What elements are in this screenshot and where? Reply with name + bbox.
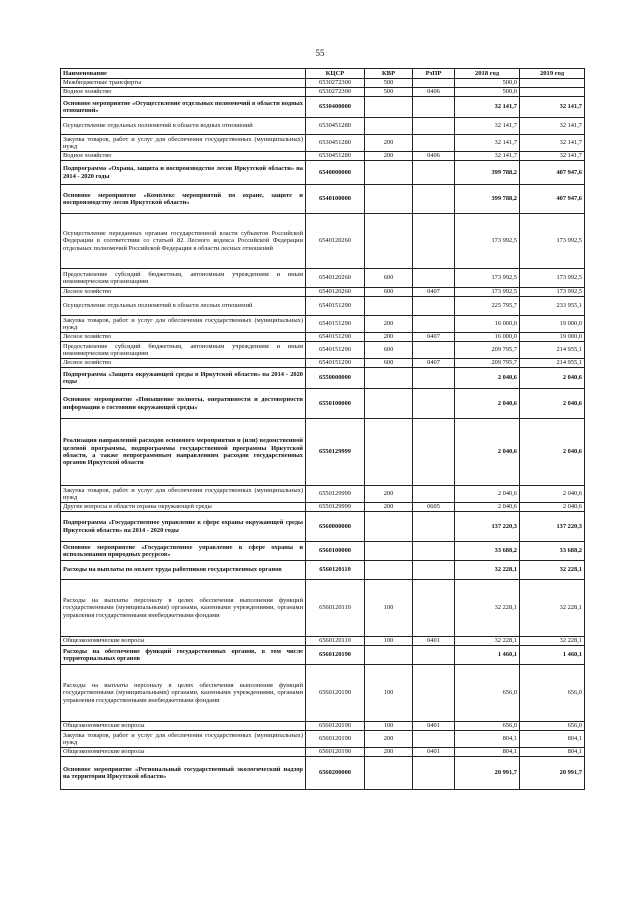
cell-2018: 16 000,0 [455,333,520,342]
cell-kcsr: 6540100000 [306,185,365,214]
cell-2019: 33 688,2 [520,542,585,561]
cell-2018: 399 788,2 [455,185,520,214]
cell-2019: 32 141,7 [520,135,585,152]
cell-kcsr: 6550129999 [306,486,365,503]
cell-name: Подпрограмма «Государственное управление в сфере охраны окружающей среды Иркутской области» на 2014 - 2020 годы [61,512,306,542]
cell-2019: 804,1 [520,748,585,757]
cell-kcsr: 6530272300 [306,79,365,88]
table-row [61,637,585,646]
cell-rzpr: 0401 [413,748,455,757]
cell-rzpr [413,214,455,269]
cell-2018: 32 228,1 [455,580,520,637]
cell-2019: 32 228,1 [520,637,585,646]
cell-2019 [520,88,585,97]
cell-name: Расходы на обеспечение функций государственных органов, в том числе территориальных органов [61,646,306,665]
cell-name: Закупка товаров, работ и услуг для обеспечения государственных (муниципальных) нужд [61,316,306,333]
table-row [61,97,585,118]
cell-2018: 656,0 [455,665,520,722]
cell-2018: 209 795,7 [455,342,520,359]
cell-kcsr: 6550129999 [306,419,365,486]
cell-name: Основное мероприятие «Повышение полноты, оперативности и достоверности информации о состоянии окружающей среды» [61,389,306,419]
cell-rzpr [413,297,455,316]
cell-kvr: 200 [365,316,413,333]
cell-2019: 656,0 [520,722,585,731]
cell-2018: 137 220,3 [455,512,520,542]
cell-name: Осуществление отдельных полномочий в области лесных отношений [61,297,306,316]
table-row [61,214,585,269]
cell-rzpr: 0605 [413,503,455,512]
cell-rzpr [413,185,455,214]
cell-rzpr: 0407 [413,288,455,297]
cell-2018: 500,0 [455,88,520,97]
table-row [61,646,585,665]
cell-2018: 32 228,1 [455,561,520,580]
cell-name: Другие вопросы в области охраны окружающей среды [61,503,306,512]
cell-2018: 209 795,7 [455,359,520,368]
cell-kvr [365,389,413,419]
cell-rzpr [413,542,455,561]
cell-2018: 173 992,5 [455,269,520,288]
cell-kcsr: 6560120110 [306,561,365,580]
cell-rzpr [413,135,455,152]
cell-kcsr: 6530451280 [306,135,365,152]
cell-kvr: 500 [365,88,413,97]
cell-kvr: 100 [365,665,413,722]
cell-kvr: 200 [365,748,413,757]
cell-kvr: 200 [365,333,413,342]
cell-kcsr: 6540151290 [306,342,365,359]
cell-name: Общеэкономические вопросы [61,748,306,757]
cell-rzpr [413,342,455,359]
cell-kcsr: 6540151290 [306,359,365,368]
cell-2018: 32 141,7 [455,97,520,118]
cell-kvr [365,161,413,185]
cell-kvr: 600 [365,342,413,359]
cell-kvr: 600 [365,269,413,288]
cell-name: Подпрограмма «Защита окружающей среды в Иркутской области» на 2014 - 2020 годы [61,368,306,389]
cell-2018: 32 141,7 [455,118,520,135]
cell-kvr [365,297,413,316]
cell-2019: 173 992,5 [520,214,585,269]
cell-rzpr: 0406 [413,88,455,97]
cell-name: Закупка товаров, работ и услуг для обеспечения государственных (муниципальных) нужд [61,135,306,152]
table-row [61,359,585,368]
cell-rzpr: 0401 [413,637,455,646]
cell-2018: 173 992,5 [455,288,520,297]
cell-name: Предоставление субсидий бюджетным, автономным учреждениям и иным некоммерческим организациям [61,342,306,359]
cell-2019: 214 955,1 [520,342,585,359]
cell-name: Основное мероприятие «Региональный государственный экологический надзор на территории Иркутской области» [61,757,306,790]
cell-kvr: 100 [365,580,413,637]
cell-name: Лесное хозяйство [61,288,306,297]
cell-2018: 33 688,2 [455,542,520,561]
cell-kcsr: 6540151290 [306,333,365,342]
cell-kcsr: 6550000000 [306,368,365,389]
cell-kvr: 200 [365,486,413,503]
cell-2018: 225 795,7 [455,297,520,316]
cell-2018: 2 040,6 [455,419,520,486]
cell-rzpr: 0407 [413,359,455,368]
table-row [61,419,585,486]
cell-2019: 2 040,6 [520,503,585,512]
cell-kcsr: 6560120190 [306,665,365,722]
header-kcsr: КЦСР [306,69,365,79]
table-row [61,748,585,757]
cell-kvr: 200 [365,152,413,161]
cell-2019: 137 220,3 [520,512,585,542]
cell-kcsr: 6560120190 [306,646,365,665]
cell-kcsr: 6560120190 [306,748,365,757]
cell-name: Осуществление переданных органам государственной власти субъектов Российской Федерации в соответствии со статьей 82 Лесного кодекса Российской Федерации отдельных полномочий Российской Федерации в области лесных отношений [61,214,306,269]
table-row [61,561,585,580]
cell-name: Основное мероприятие «Государственное управление в сфере охраны и использования природных ресурсов» [61,542,306,561]
table-row [61,731,585,748]
table-row [61,542,585,561]
table-row [61,342,585,359]
cell-2019: 32 141,7 [520,152,585,161]
cell-name: Общеэкономические вопросы [61,722,306,731]
cell-name: Расходы на выплаты персоналу в целях обеспечения выполнения функций государственными (муниципальными) органами, казенными учреждениями, органами управления государственными внебюджетными фондами [61,580,306,637]
cell-2018: 656,0 [455,722,520,731]
cell-kcsr: 6560120190 [306,731,365,748]
cell-kcsr: 6540151290 [306,316,365,333]
cell-2018: 173 992,5 [455,214,520,269]
cell-name: Закупка товаров, работ и услуг для обеспечения государственных (муниципальных) нужд [61,731,306,748]
cell-name: Водное хозяйство [61,88,306,97]
cell-rzpr: 0406 [413,152,455,161]
table-row [61,486,585,503]
cell-kvr: 500 [365,79,413,88]
cell-rzpr: 0407 [413,333,455,342]
header-2018: 2018 год [455,69,520,79]
cell-2019: 804,1 [520,731,585,748]
table-row [61,135,585,152]
cell-rzpr [413,486,455,503]
cell-kcsr: 6560120110 [306,580,365,637]
cell-name: Межбюджетные трансферты [61,79,306,88]
header-name: Наименование [61,69,306,79]
cell-2019: 2 040,6 [520,419,585,486]
cell-kcsr: 6540120260 [306,214,365,269]
cell-2018: 32 141,7 [455,152,520,161]
cell-2018: 2 040,6 [455,486,520,503]
cell-2018: 399 788,2 [455,161,520,185]
cell-2019: 19 000,0 [520,333,585,342]
cell-2019: 32 141,7 [520,118,585,135]
table-row [61,161,585,185]
cell-2018: 804,1 [455,731,520,748]
table-row [61,118,585,135]
cell-kvr [365,542,413,561]
cell-name: Основное мероприятие «Осуществление отдельных полномочий в области водных отношений» [61,97,306,118]
budget-table [60,68,585,790]
cell-name: Основное мероприятие «Комплекс мероприятий по охране, защите и воспроизводству лесов Иркутской области» [61,185,306,214]
cell-rzpr [413,79,455,88]
cell-rzpr [413,757,455,790]
cell-kcsr: 6560120190 [306,722,365,731]
cell-2019: 214 955,1 [520,359,585,368]
cell-2019: 656,0 [520,665,585,722]
header-kvr: КВР [365,69,413,79]
cell-2018: 500,0 [455,79,520,88]
cell-kcsr: 6540120260 [306,288,365,297]
table-row [61,503,585,512]
cell-name: Реализация направлений расходов основного мероприятия и (или) ведомственной целевой программы, подпрограммы государственной программы Иркутской области, а также непрограммным направлениям расходов государственных органов Иркутской области [61,419,306,486]
cell-rzpr [413,118,455,135]
cell-rzpr [413,97,455,118]
table-row [61,512,585,542]
cell-2019: 20 991,7 [520,757,585,790]
cell-kvr [365,97,413,118]
cell-name: Закупка товаров, работ и услуг для обеспечения государственных (муниципальных) нужд [61,486,306,503]
cell-name: Водное хозяйство [61,152,306,161]
cell-kvr: 200 [365,731,413,748]
cell-kcsr: 6540151290 [306,297,365,316]
table-row [61,297,585,316]
cell-kcsr: 6530451280 [306,118,365,135]
table-row [61,722,585,731]
cell-rzpr: 0401 [413,722,455,731]
cell-name: Расходы на выплаты по оплате труда работников государственных органов [61,561,306,580]
cell-2019: 32 228,1 [520,580,585,637]
cell-2018: 16 000,0 [455,316,520,333]
page-number: 55 [315,48,325,58]
cell-kvr [365,214,413,269]
table-row [61,269,585,288]
cell-kvr: 600 [365,288,413,297]
cell-kvr: 200 [365,135,413,152]
cell-name: Предоставление субсидий бюджетным, автономным учреждениям и иным некоммерческим организациям [61,269,306,288]
cell-kcsr: 6530272300 [306,88,365,97]
cell-2018: 1 460,1 [455,646,520,665]
cell-rzpr [413,512,455,542]
cell-rzpr [413,161,455,185]
cell-kcsr: 6550129999 [306,503,365,512]
cell-kcsr: 6530451280 [306,152,365,161]
cell-kcsr: 6560000000 [306,512,365,542]
cell-2019: 32 228,1 [520,561,585,580]
table-row [61,152,585,161]
table-row [61,665,585,722]
cell-kcsr: 6560100000 [306,542,365,561]
table-row [61,389,585,419]
cell-kvr [365,561,413,580]
cell-2018: 2 040,6 [455,389,520,419]
table-row [61,368,585,389]
cell-kvr: 100 [365,722,413,731]
cell-2018: 32 228,1 [455,637,520,646]
cell-rzpr [413,368,455,389]
cell-rzpr [413,580,455,637]
cell-rzpr [413,269,455,288]
table-row [61,288,585,297]
cell-rzpr [413,389,455,419]
cell-kvr [365,646,413,665]
cell-2019: 407 947,6 [520,161,585,185]
table-row [61,88,585,97]
cell-kcsr: 6550100000 [306,389,365,419]
cell-kcsr: 6560120110 [306,637,365,646]
cell-2019: 173 992,5 [520,269,585,288]
header-rzpr: РзПР [413,69,455,79]
header-2019: 2019 год [520,69,585,79]
cell-kvr [365,512,413,542]
cell-2019: 233 955,1 [520,297,585,316]
cell-name: Подпрограмма «Охрана, защита и воспроизводство лесов Иркутской области» на 2014 - 2020 годы [61,161,306,185]
cell-rzpr [413,419,455,486]
cell-2019: 2 040,6 [520,486,585,503]
cell-kvr: 200 [365,503,413,512]
table-row [61,316,585,333]
cell-kvr [365,757,413,790]
cell-2018: 20 991,7 [455,757,520,790]
table-row [61,333,585,342]
cell-2018: 32 141,7 [455,135,520,152]
table-body [61,79,585,790]
cell-name: Лесное хозяйство [61,359,306,368]
cell-kcsr: 6540000000 [306,161,365,185]
cell-2019: 19 000,0 [520,316,585,333]
cell-2019: 2 040,6 [520,389,585,419]
cell-rzpr [413,665,455,722]
cell-kvr [365,419,413,486]
cell-kcsr: 6560200000 [306,757,365,790]
cell-2019: 173 992,5 [520,288,585,297]
cell-2018: 804,1 [455,748,520,757]
cell-2019: 32 141,7 [520,97,585,118]
cell-kvr [365,185,413,214]
cell-2019: 1 460,1 [520,646,585,665]
cell-kcsr: 6530400000 [306,97,365,118]
cell-kvr: 600 [365,359,413,368]
cell-2019: 2 040,6 [520,368,585,389]
cell-kcsr: 6540120260 [306,269,365,288]
table-row [61,757,585,790]
cell-name: Осуществление отдельных полномочий в области водных отношений [61,118,306,135]
cell-name: Расходы на выплаты персоналу в целях обеспечения выполнения функций государственными (муниципальными) органами, казенными учреждениями, органами управления государственными внебюджетными фондами [61,665,306,722]
cell-rzpr [413,646,455,665]
cell-name: Лесное хозяйство [61,333,306,342]
cell-kvr: 100 [365,637,413,646]
table-row [61,79,585,88]
cell-rzpr [413,731,455,748]
cell-kvr [365,368,413,389]
table-row [61,580,585,637]
table-header-row [61,69,585,79]
cell-rzpr [413,316,455,333]
cell-2019: 407 947,6 [520,185,585,214]
cell-name: Общеэкономические вопросы [61,637,306,646]
table-row [61,185,585,214]
cell-2018: 2 040,6 [455,368,520,389]
cell-kvr [365,118,413,135]
cell-2018: 2 040,6 [455,503,520,512]
cell-rzpr [413,561,455,580]
cell-2019 [520,79,585,88]
